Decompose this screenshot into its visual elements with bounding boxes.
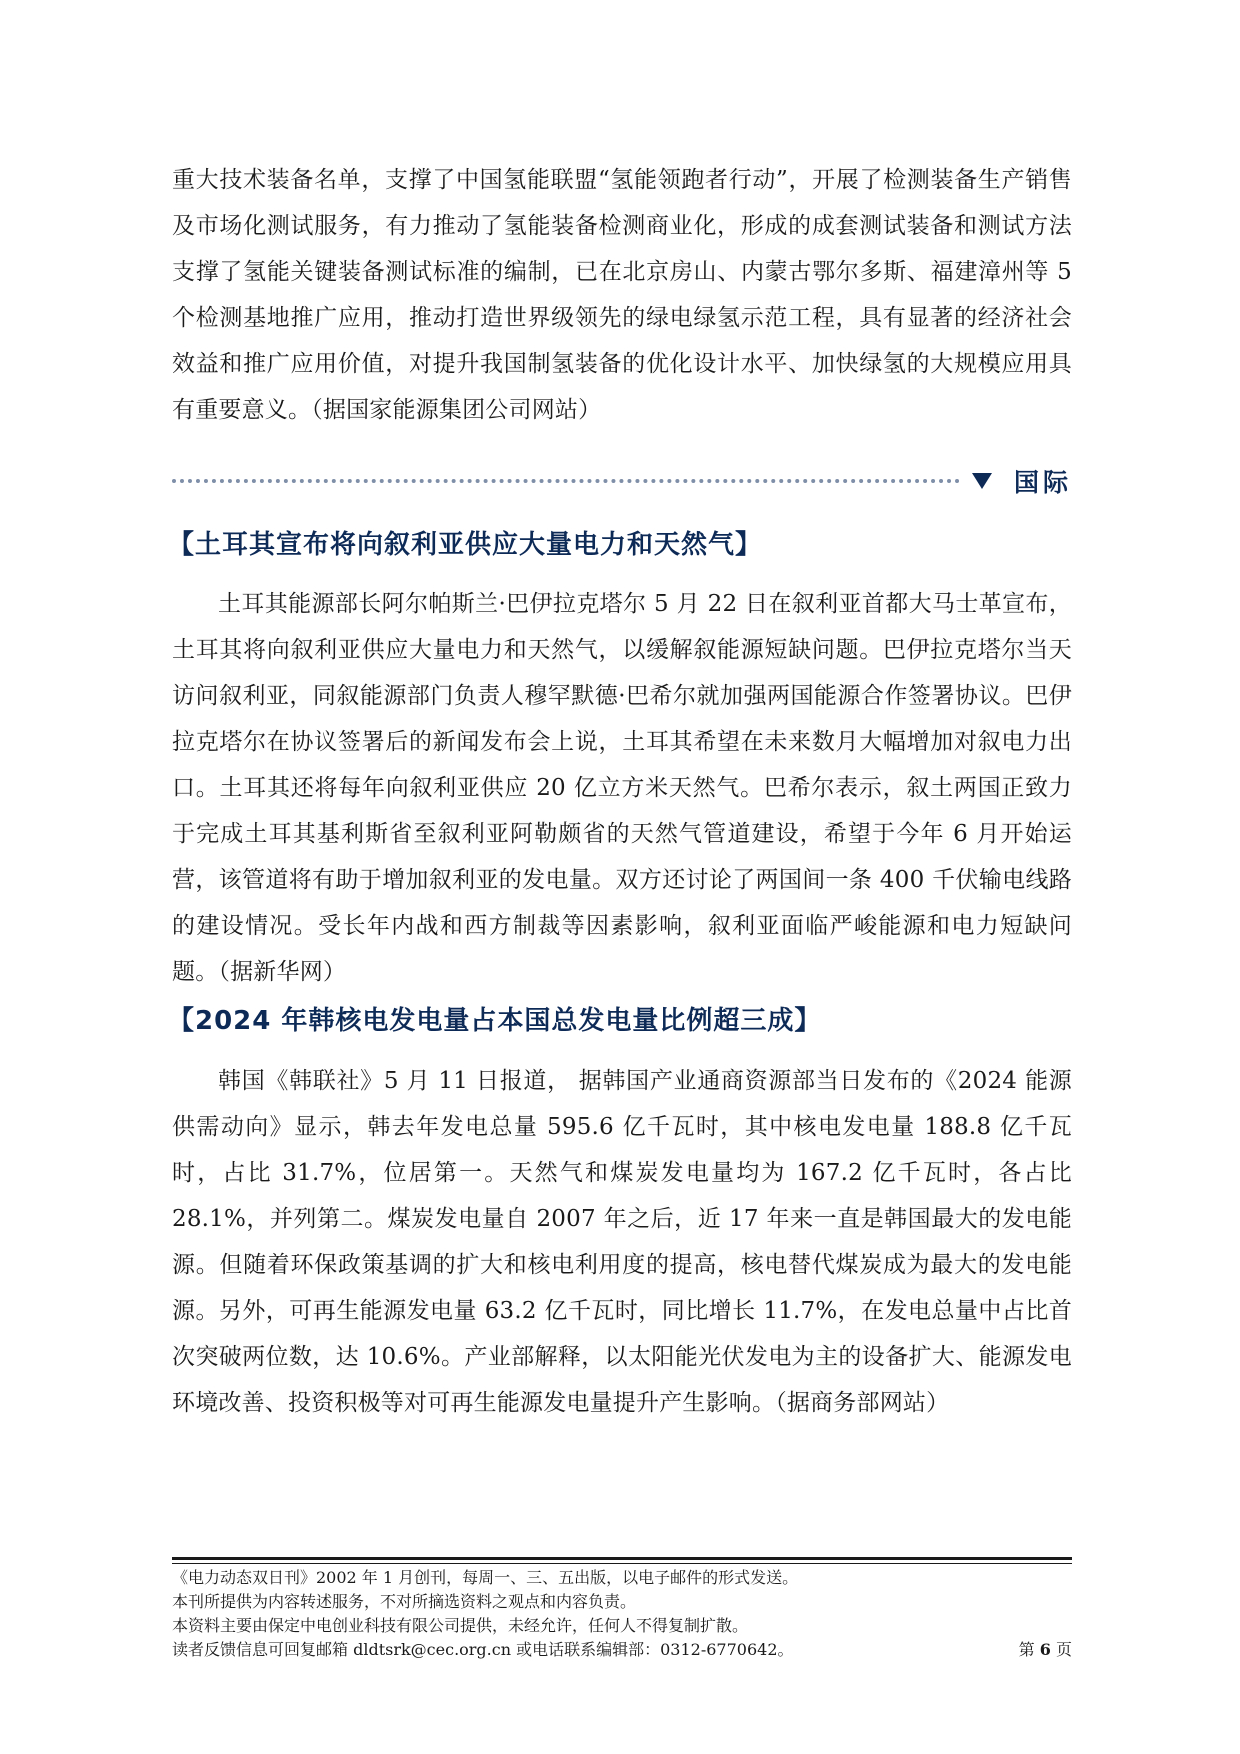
footer-line: 读者反馈信息可回复邮箱 dldtsrk@cec.org.cn 或电话联系编辑部：0312-6770642。	[172, 1640, 794, 1659]
footer-rule	[172, 1563, 1072, 1564]
section-label: 国际	[1013, 468, 1072, 497]
footer-last-row	[172, 1638, 1072, 1662]
triangle-down-icon	[972, 473, 992, 489]
section-divider	[172, 465, 1072, 497]
footer-line: 本刊所提供为内容转述服务，不对所摘选资料之观点和内容负责。	[172, 1592, 637, 1611]
article-body: 韩国《韩联社》5 月 11 日报道， 据韩国产业通商资源部当日发布的《2024 能源供需动向》显示，韩去年发电总量 595.6 亿千瓦时，其中核电发电量 188.8 亿千瓦时，占比 31.7%，位居第一。天然气和煤炭发电量均为 167.2 亿千瓦时，各占比 28.1%，并列第二。煤炭发电量自 2007 年之后，近 17 年来一直是韩国最大的发电能源。但随着环保政策基调的扩大和核电利用度的提高，核电替代煤炭成为最大的发电能源。另外，可再生能源发电量 63.2 亿千瓦时，同比增长 11.7%，在发电总量中占比首次突破两位数，达 10.6%。产业部解释，以太阳能光伏发电为主的设备扩大、能源发电环境改善、投资积极等对可再生能源发电量提升产生影响。（据商务部网站）	[172, 1068, 1072, 1416]
page-number-value: 6	[1039, 1640, 1051, 1659]
article-headline: 【2024 年韩核电发电量占本国总发电量比例超三成】	[168, 1006, 822, 1036]
page-number	[1019, 1638, 1072, 1662]
footer-line: 本资料主要由保定中电创业科技有限公司提供，未经允许，任何人不得复制扩散。	[172, 1616, 749, 1635]
intro-paragraph: 重大技术装备名单，支撑了中国氢能联盟“氢能领跑者行动”，开展了检测装备生产销售及市场化测试服务，有力推动了氢能装备检测商业化，形成的成套测试装备和测试方法支撑了氢能关键装备测试标准的编制，已在北京房山、内蒙古鄂尔多斯、福建漳州等 5 个检测基地推广应用，推动打造世界级领先的绿电绿氢示范工程，具有显著的经济社会效益和推广应用价值，对提升我国制氢装备的优化设计水平、加快绿氢的大规模应用具有重要意义。（据国家能源集团公司网站）	[172, 167, 1072, 423]
page-prefix: 第	[1018, 1640, 1035, 1659]
footer-rule	[172, 1557, 1072, 1560]
page-suffix: 页	[1055, 1640, 1072, 1659]
article-body: 土耳其能源部长阿尔帕斯兰·巴伊拉克塔尔 5 月 22 日在叙利亚首都大马士革宣布，土耳其将向叙利亚供应大量电力和天然气，以缓解叙能源短缺问题。巴伊拉克塔尔当天访问叙利亚，同叙能源部门负责人穆罕默德·巴希尔就加强两国能源合作签署协议。巴伊拉克塔尔在协议签署后的新闻发布会上说，土耳其希望在未来数月大幅增加对叙电力出口。土耳其还将每年向叙利亚供应 20 亿立方米天然气。巴希尔表示，叙土两国正致力于完成土耳其基利斯省至叙利亚阿勒颇省的天然气管道建设，希望于今年 6 月开始运营，该管道将有助于增加叙利亚的发电量。双方还讨论了两国间一条 400 千伏输电线路的建设情况。受长年内战和西方制裁等因素影响，叙利亚面临严峻能源和电力短缺问题。（据新华网）	[172, 591, 1072, 985]
footer	[172, 1566, 1072, 1662]
article-headline: 【土耳其宣布将向叙利亚供应大量电力和天然气】	[168, 530, 763, 560]
dotted-rule	[172, 479, 960, 483]
footer-line: 《电力动态双日刊》2002 年 1 月创刊，每周一、三、五出版，以电子邮件的形式发送。	[172, 1568, 799, 1587]
